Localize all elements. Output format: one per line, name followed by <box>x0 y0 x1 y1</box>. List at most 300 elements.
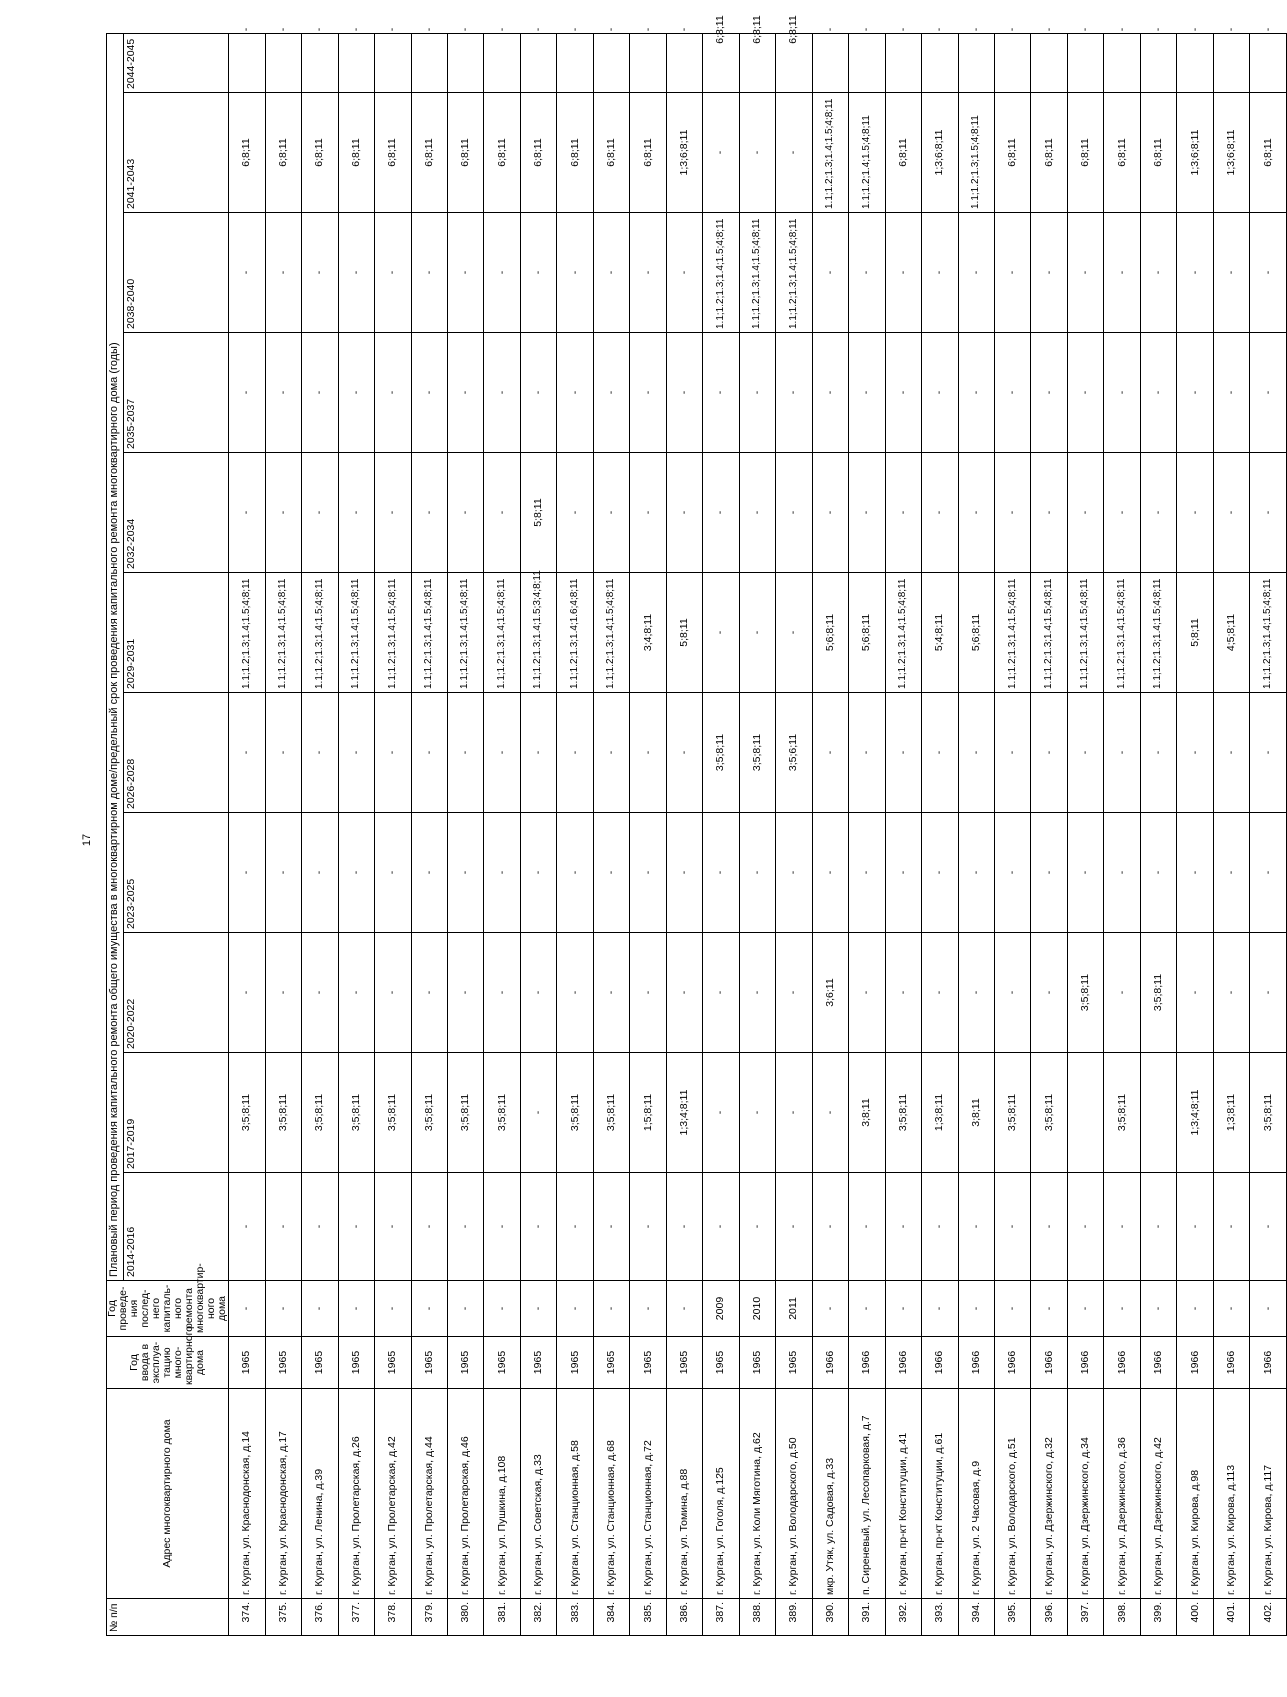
period-value: 6;8;11 <box>1250 93 1286 213</box>
period-value: 1.1;1.2;1.3;1.4;1.5;4;8;11 <box>448 573 483 693</box>
period-value: 1;3;8;11 <box>922 1053 957 1173</box>
period-value: - <box>922 333 957 453</box>
period-value: - <box>886 693 921 813</box>
period-value: - <box>448 213 483 333</box>
period-value: - <box>995 213 1030 333</box>
period-value: 3;8;11 <box>849 1053 884 1173</box>
period-value: - <box>339 813 374 933</box>
row-periods-cell <box>265 27 301 1281</box>
row-number: 400. <box>1177 1599 1213 1636</box>
row-year-last-repair: - <box>1104 1281 1140 1337</box>
row-year-commission: 1966 <box>849 1337 885 1389</box>
period-value: - <box>594 933 629 1053</box>
table-row <box>447 34 483 1636</box>
row-year-commission: 1965 <box>265 1337 301 1389</box>
row-address: г. Курган, ул. Дзержинского, д.42 <box>1140 1389 1176 1599</box>
period-value: - <box>1250 933 1286 1053</box>
period-value: - <box>995 453 1030 573</box>
row-periods-subtable <box>266 0 301 1280</box>
period-value: 6;8;11 <box>302 93 337 213</box>
period-value: - <box>266 453 301 573</box>
row-year-last-repair: - <box>338 1281 374 1337</box>
period-value: 1;3;6;8;11 <box>922 93 957 213</box>
period-value: - <box>995 1173 1030 1281</box>
period-value: - <box>229 453 264 573</box>
row-number: 375. <box>265 1599 301 1636</box>
period-value: - <box>630 933 665 1053</box>
period-value: 6;8;11 <box>1031 93 1066 213</box>
period-value: - <box>776 1173 811 1281</box>
table-row <box>958 34 994 1636</box>
period-value: - <box>594 213 629 333</box>
table-row <box>1031 34 1067 1636</box>
row-number: 382. <box>520 1599 556 1636</box>
row-address: мкр. Утяк, ул. Садовая, д.33 <box>812 1389 848 1599</box>
row-year-last-repair: - <box>922 1281 958 1337</box>
period-value: - <box>667 813 702 933</box>
period-value: 1.1;1.2;1.3;1.4;1.5;4;8;11 <box>1104 573 1139 693</box>
row-number: 394. <box>958 1599 994 1636</box>
row-address: г. Курган, ул. Пролетарская, д.44 <box>411 1389 447 1599</box>
row-periods-subtable <box>922 0 957 1280</box>
period-value: - <box>229 213 264 333</box>
row-periods-subtable <box>1250 0 1286 1280</box>
period-value: - <box>1031 213 1066 333</box>
period-value: 5;8;11 <box>1177 573 1212 693</box>
row-number: 384. <box>593 1599 629 1636</box>
row-address: г. Курган, ул. Краснодонская, д.17 <box>265 1389 301 1599</box>
period-value: - <box>667 213 702 333</box>
period-value: - <box>630 1173 665 1281</box>
period-value: - <box>412 333 447 453</box>
period-value: - <box>375 453 410 573</box>
period-value: 3;5;8;11 <box>703 693 738 813</box>
row-address: г. Курган, ул. Дзержинского, д.32 <box>1031 1389 1067 1599</box>
period-value: 3;5;8;11 <box>1104 1053 1139 1173</box>
row-periods-cell <box>922 27 958 1281</box>
row-periods-cell <box>849 27 885 1281</box>
row-periods <box>667 0 702 1280</box>
row-periods-subtable <box>521 0 556 1280</box>
row-address: п. Сиреневый, ул. Лесопарковая, д.7 <box>849 1389 885 1599</box>
row-number: 393. <box>922 1599 958 1636</box>
period-value: - <box>448 333 483 453</box>
table-row <box>265 34 301 1636</box>
row-year-commission: 1965 <box>447 1337 483 1389</box>
header-year-commission: Год ввода в эксплуа-тацию много-квартирного дома <box>107 1337 229 1389</box>
period-value: - <box>448 1173 483 1281</box>
period-value: - <box>959 813 994 933</box>
period-value <box>1068 1053 1103 1173</box>
row-periods-cell <box>447 27 483 1281</box>
period-header: 2032-2034 <box>124 453 228 573</box>
period-value: - <box>849 333 884 453</box>
period-value: - <box>557 333 592 453</box>
row-year-last-repair: - <box>557 1281 593 1337</box>
period-value: - <box>448 693 483 813</box>
row-address: г. Курган, ул. Пролетарская, д.42 <box>375 1389 411 1599</box>
row-number: 396. <box>1031 1599 1067 1636</box>
row-number: 391. <box>849 1599 885 1636</box>
period-value: 5;8;11 <box>521 453 556 573</box>
row-periods-cell <box>1031 27 1067 1281</box>
row-periods-cell <box>812 27 848 1281</box>
period-value: - <box>849 693 884 813</box>
period-value: - <box>1250 1173 1286 1281</box>
table-row <box>1177 34 1213 1636</box>
row-periods <box>849 0 884 1280</box>
table-row <box>593 34 629 1636</box>
row-year-last-repair: - <box>1177 1281 1213 1337</box>
row-periods <box>1250 0 1286 1280</box>
period-value: 1;3;6;8;11 <box>1177 93 1212 213</box>
period-value: - <box>1250 813 1286 933</box>
table-row <box>849 34 885 1636</box>
period-value: - <box>922 813 957 933</box>
row-periods-subtable <box>995 0 1030 1280</box>
period-value: - <box>813 693 848 813</box>
period-value: - <box>302 1173 337 1281</box>
period-value: - <box>1214 1173 1249 1281</box>
row-periods-cell <box>593 27 629 1281</box>
row-periods-subtable <box>959 0 994 1280</box>
period-value: - <box>667 933 702 1053</box>
row-year-last-repair: - <box>411 1281 447 1337</box>
table-row <box>666 34 702 1636</box>
period-value: - <box>521 0 556 93</box>
period-value: - <box>813 1053 848 1173</box>
row-address: г. Курган, ул. Томина, д.88 <box>666 1389 702 1599</box>
row-address: г. Курган, ул. Станционная, д.68 <box>593 1389 629 1599</box>
row-periods-subtable <box>1031 0 1066 1280</box>
row-year-commission: 1965 <box>302 1337 338 1389</box>
period-value: 3;5;6;11 <box>776 693 811 813</box>
period-value: - <box>886 813 921 933</box>
row-periods <box>1068 0 1103 1280</box>
period-value: 6;8;11 <box>412 93 447 213</box>
period-value: 6;8;11 <box>1068 93 1103 213</box>
row-periods-subtable <box>1104 0 1139 1280</box>
row-year-last-repair: - <box>447 1281 483 1337</box>
period-value: 3;8;11 <box>959 1053 994 1173</box>
period-value: - <box>557 933 592 1053</box>
period-value: - <box>557 0 592 93</box>
header-periods-cell <box>124 34 229 1281</box>
period-value: - <box>1214 813 1249 933</box>
period-value: 6;8;11 <box>740 0 775 93</box>
period-value: - <box>448 813 483 933</box>
repair-schedule-table <box>106 15 1287 1636</box>
row-address: г. Курган, ул. Пролетарская, д.26 <box>338 1389 374 1599</box>
row-periods-cell <box>630 27 666 1281</box>
period-value: - <box>740 573 775 693</box>
period-value: - <box>302 333 337 453</box>
period-value: 1;3;4;8;11 <box>1177 1053 1212 1173</box>
period-value: - <box>959 1173 994 1281</box>
period-value: - <box>412 0 447 93</box>
period-value: - <box>1214 213 1249 333</box>
period-value: - <box>557 213 592 333</box>
row-periods-cell <box>1140 27 1176 1281</box>
row-year-commission: 1966 <box>1104 1337 1140 1389</box>
period-value: - <box>959 0 994 93</box>
row-year-commission: 1965 <box>593 1337 629 1389</box>
period-value: - <box>484 0 519 93</box>
period-value: 1;5;8;11 <box>630 1053 665 1173</box>
period-value: - <box>776 93 811 213</box>
row-periods-subtable <box>1141 0 1176 1280</box>
period-value: - <box>412 213 447 333</box>
row-periods-cell <box>1213 27 1249 1281</box>
period-value: 1.1;1.2;1.3;1.4;1.5;4;8;11 <box>266 573 301 693</box>
row-year-last-repair: 2009 <box>703 1281 739 1337</box>
period-value: - <box>266 1173 301 1281</box>
period-value: - <box>995 693 1030 813</box>
period-value: 3;5;8;11 <box>339 1053 374 1173</box>
period-value: - <box>1031 453 1066 573</box>
period-value: 3;5;8;11 <box>740 693 775 813</box>
period-value: 3;5;8;11 <box>1068 933 1103 1053</box>
period-value: - <box>412 693 447 813</box>
row-year-last-repair: - <box>1140 1281 1176 1337</box>
period-value: - <box>995 333 1030 453</box>
period-value: - <box>995 933 1030 1053</box>
row-year-commission: 1965 <box>630 1337 666 1389</box>
period-value: - <box>1068 213 1103 333</box>
table-row <box>1067 34 1103 1636</box>
row-periods-cell <box>520 27 556 1281</box>
row-periods <box>1214 0 1249 1280</box>
period-value: 6;8;11 <box>776 0 811 93</box>
period-value: - <box>813 0 848 93</box>
period-value: - <box>995 0 1030 93</box>
header-period: Плановый период проведения капитального ремонта общего имущества в многоквартирном доме/предельный срок проведения капитального ремонта многоквартирного дома (годы) <box>107 34 124 1281</box>
period-value: 1.1;1.2;1.3;1.4;1.5;3;4;8;11 <box>521 573 556 693</box>
row-periods-subtable <box>1177 0 1212 1280</box>
period-value: - <box>375 813 410 933</box>
period-value: 1.1;1.2;1.3;1.4;1.5;4;8;11 <box>1031 573 1066 693</box>
row-year-commission: 1966 <box>958 1337 994 1389</box>
row-year-last-repair: 2010 <box>739 1281 775 1337</box>
period-value: - <box>1141 1173 1176 1281</box>
table-row <box>812 34 848 1636</box>
period-value: - <box>703 453 738 573</box>
row-year-commission: 1965 <box>776 1337 812 1389</box>
row-year-last-repair: - <box>1250 1281 1287 1337</box>
row-periods-subtable <box>229 0 264 1280</box>
period-value: 1.1;1.2;1.3;1.4;1.5;4;8;11 <box>339 573 374 693</box>
period-value: 6;8;11 <box>266 93 301 213</box>
row-periods <box>229 0 264 1280</box>
period-value: - <box>412 1173 447 1281</box>
period-value: - <box>484 933 519 1053</box>
period-value: - <box>703 1173 738 1281</box>
period-value: - <box>302 0 337 93</box>
period-header: 2020-2022 <box>124 933 228 1053</box>
row-periods-cell <box>1250 27 1287 1281</box>
row-periods-subtable <box>557 0 592 1280</box>
period-value: - <box>740 933 775 1053</box>
header-year-last-repair: Год проведе-ния послед-него капиталь-ного ремонта многоквартир-ного дома <box>107 1281 229 1337</box>
period-value: - <box>1177 0 1212 93</box>
row-periods <box>776 0 811 1280</box>
row-number: 392. <box>885 1599 921 1636</box>
period-value: - <box>375 933 410 1053</box>
period-value: - <box>594 453 629 573</box>
row-periods <box>1104 0 1139 1280</box>
row-periods-subtable <box>302 0 337 1280</box>
row-periods-subtable <box>1214 0 1249 1280</box>
period-value: - <box>339 933 374 1053</box>
row-periods <box>703 0 738 1280</box>
row-number: 377. <box>338 1599 374 1636</box>
period-header: 2038-2040 <box>124 213 228 333</box>
period-header: 2035-2037 <box>124 333 228 453</box>
period-value: - <box>521 813 556 933</box>
period-value: 1;3;6;8;11 <box>667 93 702 213</box>
period-value: 3;5;8;11 <box>266 1053 301 1173</box>
row-year-last-repair: - <box>265 1281 301 1337</box>
table-row <box>922 34 958 1636</box>
period-value: 6;8;11 <box>1104 93 1139 213</box>
row-year-commission: 1966 <box>885 1337 921 1389</box>
period-value: 6;8;11 <box>995 93 1030 213</box>
period-value: - <box>1250 0 1286 93</box>
period-value: 4;5;8;11 <box>1214 573 1249 693</box>
period-value: - <box>849 213 884 333</box>
period-value: 3;5;8;11 <box>448 1053 483 1173</box>
period-value: - <box>302 213 337 333</box>
period-value: - <box>630 333 665 453</box>
period-value: - <box>594 1173 629 1281</box>
row-periods-cell <box>1067 27 1103 1281</box>
period-value: - <box>1104 453 1139 573</box>
row-periods <box>813 0 848 1280</box>
period-value: 6;8;11 <box>229 93 264 213</box>
row-periods-subtable <box>886 0 921 1280</box>
period-value: - <box>1031 933 1066 1053</box>
row-year-commission: 1966 <box>1067 1337 1103 1389</box>
period-value: - <box>667 693 702 813</box>
period-value: - <box>740 1173 775 1281</box>
period-value: - <box>1068 693 1103 813</box>
period-value: 1.1;1.2;1.3;1.4;1.5;4;8;11 <box>1141 573 1176 693</box>
row-periods-cell <box>411 27 447 1281</box>
row-periods <box>412 0 447 1280</box>
period-value: 3;5;8;11 <box>1141 933 1176 1053</box>
period-value: 6;8;11 <box>484 93 519 213</box>
period-value: - <box>630 0 665 93</box>
row-number: 379. <box>411 1599 447 1636</box>
period-value: - <box>1141 693 1176 813</box>
period-value: 6;8;11 <box>521 93 556 213</box>
row-number: 374. <box>229 1599 265 1636</box>
table-row <box>484 34 520 1636</box>
row-address: г. Курган, ул. Володарского, д.50 <box>776 1389 812 1599</box>
period-value: - <box>229 813 264 933</box>
period-value: 6;8;11 <box>1141 93 1176 213</box>
row-periods <box>740 0 775 1280</box>
table-row <box>375 34 411 1636</box>
period-value: - <box>1177 1173 1212 1281</box>
row-periods <box>557 0 592 1280</box>
row-periods-subtable <box>448 0 483 1280</box>
period-value: - <box>521 1173 556 1281</box>
row-periods <box>995 0 1030 1280</box>
period-value: - <box>776 813 811 933</box>
table-row <box>630 34 666 1636</box>
table-row <box>302 34 338 1636</box>
period-value: 3;5;8;11 <box>1031 1053 1066 1173</box>
row-year-commission: 1965 <box>484 1337 520 1389</box>
row-address: г. Курган, пр-кт Конституции, д.41 <box>885 1389 921 1599</box>
period-value: - <box>1177 453 1212 573</box>
row-periods-subtable <box>412 0 447 1280</box>
row-year-commission: 1965 <box>557 1337 593 1389</box>
period-value: 5;6;8;11 <box>813 573 848 693</box>
period-value: - <box>776 933 811 1053</box>
period-value: - <box>266 813 301 933</box>
period-value: - <box>1250 333 1286 453</box>
row-address: г. Курган, ул. Гоголя, д.125 <box>703 1389 739 1599</box>
row-year-last-repair: - <box>229 1281 265 1337</box>
row-periods-cell <box>885 27 921 1281</box>
period-value: - <box>229 693 264 813</box>
row-number: 380. <box>447 1599 483 1636</box>
period-value: 3;6;11 <box>813 933 848 1053</box>
period-value: - <box>849 813 884 933</box>
row-year-last-repair: - <box>849 1281 885 1337</box>
row-periods <box>630 0 665 1280</box>
row-address: г. Курган, ул. Дзержинского, д.34 <box>1067 1389 1103 1599</box>
row-address: г. Курган, ул. Станционная, д.72 <box>630 1389 666 1599</box>
period-value: - <box>484 333 519 453</box>
period-value: - <box>1141 813 1176 933</box>
period-value: - <box>1068 333 1103 453</box>
period-value: - <box>1031 813 1066 933</box>
period-value: - <box>995 813 1030 933</box>
period-value: - <box>302 933 337 1053</box>
row-number: 390. <box>812 1599 848 1636</box>
row-periods <box>959 0 994 1280</box>
period-value: - <box>557 1173 592 1281</box>
period-value: - <box>740 813 775 933</box>
period-value: - <box>594 333 629 453</box>
row-address: г. Курган, ул. Станционная, д.58 <box>557 1389 593 1599</box>
period-value: - <box>630 693 665 813</box>
row-address: г. Курган, ул. Краснодонская, д.14 <box>229 1389 265 1599</box>
period-value: 1.1;1.2;1.3;1.4;1.5;4;8;11 <box>776 213 811 333</box>
period-header: 2029-2031 <box>124 573 228 693</box>
period-value: - <box>1141 0 1176 93</box>
period-value: 6;8;11 <box>703 0 738 93</box>
period-value: 6;8;11 <box>886 93 921 213</box>
table-row <box>885 34 921 1636</box>
row-periods-subtable <box>484 0 519 1280</box>
period-value: - <box>922 0 957 93</box>
table-row <box>520 34 556 1636</box>
period-value: - <box>594 813 629 933</box>
period-value: - <box>1068 813 1103 933</box>
period-value: - <box>594 693 629 813</box>
row-periods-subtable <box>849 0 884 1280</box>
row-year-commission: 1966 <box>995 1337 1031 1389</box>
table-row <box>739 34 775 1636</box>
period-value: - <box>1141 333 1176 453</box>
row-periods-cell <box>375 27 411 1281</box>
period-value: - <box>813 453 848 573</box>
row-year-last-repair: - <box>520 1281 556 1337</box>
